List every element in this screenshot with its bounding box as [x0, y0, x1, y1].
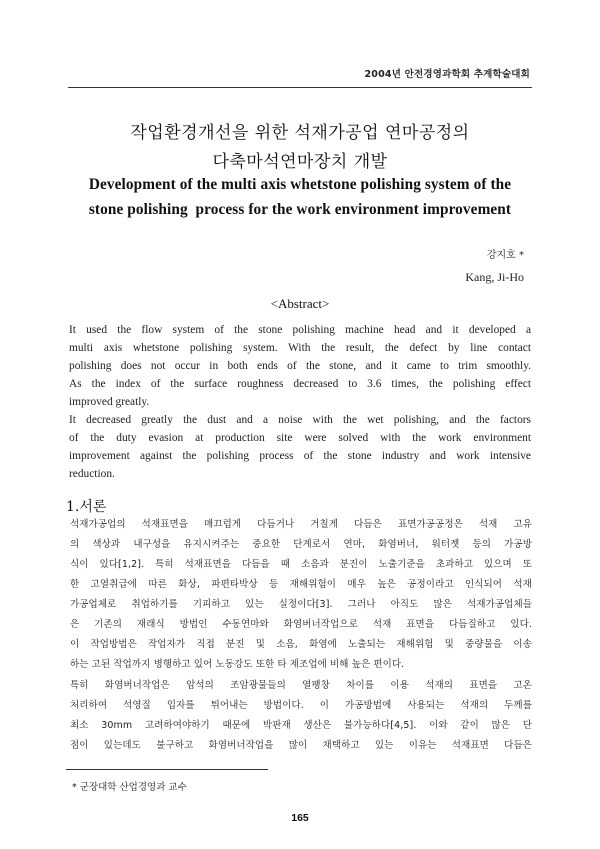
conference-header: 2004년 안전경영과학회 추계학술대회: [364, 69, 530, 80]
footnote-affiliation: * 군장대학 산업경영과 교수: [72, 782, 187, 793]
author-english: Kang, Ji-Ho: [465, 270, 524, 284]
body-line: 최소 30mm 고려하여야하기 때문에 박판재 생산은 불가능하다[4,5]. 이와 같이 많은 단: [70, 720, 532, 731]
abstract-heading: <Abstract>: [270, 296, 330, 311]
body-line: 은 기존의 재래식 방법인 수동연마와 화염버너작업으로 석재 표면을 다듬질하고 있다.: [70, 619, 532, 630]
abstract-line: It used the flow system of the stone polishing machine head and it developed a: [69, 324, 531, 336]
abstract-line: multi axis whetstone polishing system. With the result, the defect by line contact: [69, 342, 531, 354]
abstract-line: improved greatly.: [69, 396, 150, 408]
abstract-line: improvement against the polishing process of the stone industry and work intensive: [69, 450, 531, 462]
title-korean-line2: 다축마석연마장치 개발: [212, 152, 388, 172]
author-korean: 강지호 *: [486, 250, 524, 261]
body-line: 한 고열취급에 따른 화상, 파편타박상 등 재해위험이 매우 높은 공정이라고 인식되어 석재: [70, 579, 532, 590]
abstract-line: It decreased greatly the dust and a noise with the wet polishing, and the factors: [69, 414, 531, 426]
body-line: 석재가공업의 석재표면을 매끄럽게 다듬거나 거칠게 다듬은 표면가공공정은 석재 고유: [70, 519, 532, 530]
page-number: 165: [291, 812, 309, 824]
body-line: 의 색상과 내구성을 유지시켜주는 중요한 단계로서 연마, 화염버너, 워터젯 등의 가공방: [70, 539, 532, 550]
abstract-line: polishing does not occur in both ends of the stone, and it came to trim smoothly.: [69, 360, 531, 372]
header-rule: [68, 87, 532, 88]
title-english-line1: Development of the multi axis whetstone polishing system of the: [88, 176, 512, 193]
body-line: 식이 있다[1,2]. 특히 석재표면을 다듬을 때 소음과 분진이 노출기준을 초과하고 있으며 또: [70, 559, 532, 570]
abstract-line: As the index of the surface roughness decreased to 3.6 times, the polishing effect: [69, 378, 531, 390]
abstract-line: reduction.: [69, 468, 115, 480]
body-line: 이 작업방법은 작업자가 직접 분진 및 소음, 화염에 노출되는 재해위험 및 중량물을 이송: [70, 639, 532, 650]
body-line: 가공업체로 취업하기를 기피하고 있는 실정이다[3]. 그러나 아직도 많은 석재가공업체들: [70, 599, 532, 610]
section-heading-introduction: 1.서론: [66, 499, 107, 515]
footnote-rule: [66, 769, 268, 770]
body-line: 특히 화염버너작업은 암석의 조암광물들의 열팽창 차이를 이용 석재의 표면을 고온: [70, 680, 532, 691]
abstract-line: of the duty evasion at production site were solved with the work environment: [69, 432, 531, 444]
body-line: 하는 고된 작업까지 병행하고 있어 노동강도 또한 타 제조업에 비해 높은 편이다.: [70, 659, 405, 670]
body-line: 점이 있는데도 불구하고 화염버너작업을 많이 채택하고 있는 이유는 석재표면 다듬은: [70, 740, 532, 751]
body-line: 처리하여 석영질 입자를 튀어내는 방법이다. 이 가공방법에 사용되는 석재의 두께를: [70, 700, 532, 711]
title-english-line2: stone polishing process for the work environment improvement: [88, 201, 512, 218]
title-korean-line1: 작업환경개선을 위한 석재가공업 연마공정의: [130, 123, 470, 143]
